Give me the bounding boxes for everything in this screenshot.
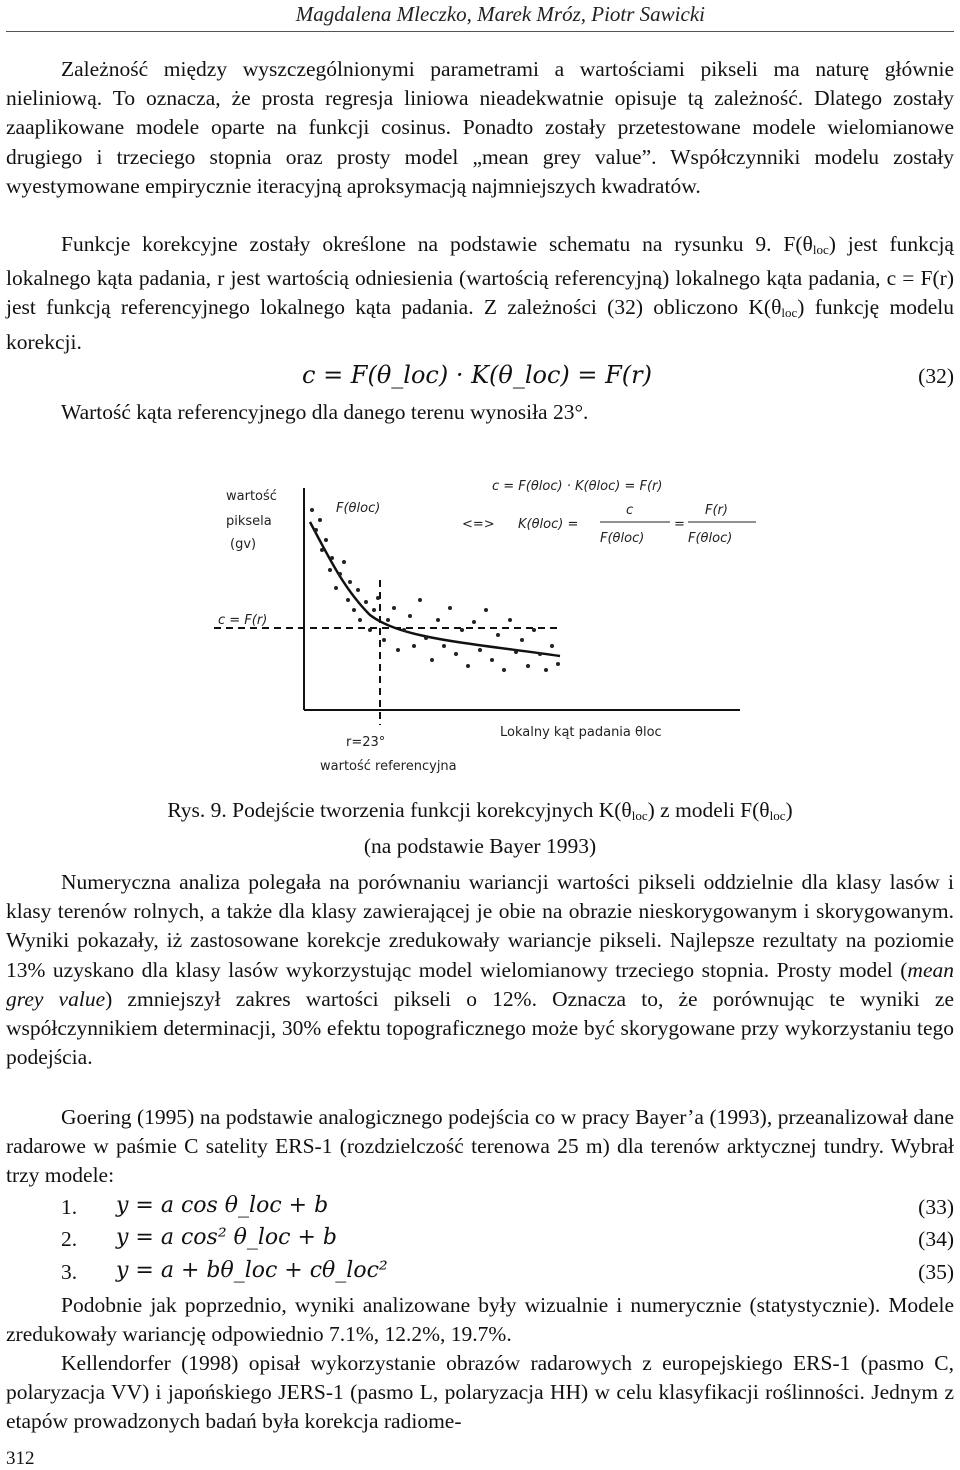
fraction-2-denominator: F(θloc)	[688, 531, 733, 546]
model-3-formula: y = a + bθ_loc + cθ_loc²	[116, 1258, 388, 1283]
fraction-1-numerator: c	[626, 503, 634, 518]
r-label: r=23°	[346, 735, 386, 750]
figure-9	[200, 470, 760, 780]
model-1: 1. y = a cos θ_loc + b (33)	[61, 1193, 954, 1219]
curve-label: F(θloc)	[336, 501, 381, 516]
equation-32	[6, 361, 954, 396]
paragraph-5: Goering (1995) na podstawie analogicznego podejścia co w pracy Bayer’a (1993), przeanalizował dane radarowe w paśmie C satelity ERS-1 (rozdzielczość terenowa 25 m) dla terenów arktycznej tundry. Wybrał trzy modele:	[6, 1105, 954, 1188]
model-3: 3. y = a + bθ_loc + cθ_loc² (35)	[61, 1258, 954, 1284]
paragraph-4: Numeryczna analiza polegała na porównaniu wariancji wartości pikseli oddzielnie dla klasy lasów i klasy terenów rolnych, a także dla klasy zawierającej je obie na obrazie nieskorygowanym i skorygowanym. Wyniki pokazały, iż zastosowane korekcje zredukowały wariancje pikseli. Najlepsze rezultaty na poziomie 13% uzyskano dla klasy lasów wykorzystując model wielomianowy trzeciego stopnia. Prosty model (mean grey value) zmniejszył zakres wartości pikseli o 12%. Oznacza to, że porównując te wyniki ze współczynnikiem determinacji, 30% efektu topograficznego może być skorygowane przy wykorzystaniu tego podejścia.	[6, 870, 954, 1070]
running-header: Magdalena Mleczko, Marek Mróz, Piotr Sawicki	[295, 2, 705, 26]
fraction-1-denominator: F(θloc)	[600, 531, 645, 546]
paragraph-2: Funkcje korekcyjne zostały określone na podstawie schematu na rysunku 9. $F(\theta_{loc})$ jest funkcją lokalnego kąta padania, r jest wartością odniesienia (wartością referencyjną) lokalnego kąta padania, c = F(r) jest funkcją referencyjnego lokalnego kąta padania. Z zależności (32) obliczono $K(\theta_{loc})$ funkcję modelu korekcji.	[6, 232, 954, 354]
ylabel-line-1: wartość	[226, 489, 277, 504]
caption-line-1: Rys. 9. Podejście tworzenia funkcji korekcyjnych $K(\theta_{loc})$ z modeli $F(\theta_{loc})$	[167, 798, 793, 823]
model-curve	[310, 522, 560, 656]
page-number: 312	[6, 1448, 35, 1469]
equation-arrow: <=>	[462, 517, 495, 532]
equation-32-number: (32)	[918, 364, 954, 388]
x-axis-label: Lokalny kąt padania θloc	[500, 725, 662, 740]
caption-line-2: (na podstawie Bayer 1993)	[363, 834, 597, 858]
paragraph-3: Wartość kąta referencyjnego dla danego terenu wynosiła 23°.	[61, 400, 589, 424]
equation-mid: =	[674, 517, 685, 532]
paragraph-7: Kellendorfer (1998) opisał wykorzystanie obrazów radarowych z europejskiego ERS-1 (pasmo C, polaryzacja VV) i japońskiego JERS-1 (pasmo L, polaryzacja HH) w celu klasyfikacji roślinności. Jednym z etapów prowadzonych badań była korekcja radiome-	[6, 1351, 954, 1434]
equation-32-formula: c = F(θ_loc) · K(θ_loc) = F(r)	[302, 361, 652, 389]
equation-k: K(θloc) =	[518, 517, 579, 532]
equation-top: c = F(θloc) · K(θloc) = F(r)	[492, 479, 663, 494]
ylabel-line-3: (gv)	[230, 537, 257, 552]
model-1-formula: y = a cos θ_loc + b	[116, 1193, 329, 1218]
paragraph-1: Zależność między wyszczególnionymi parametrami a wartościami pikseli ma naturę głównie nieliniową. To oznacza, że prosta regresja liniowa nieadekwatnie opisuje tą zależność. Dlatego zostały zaaplikowane modele oparte na funkcji cosinus. Ponadto zostały przetestowane modele wielomianowe drugiego i trzeciego stopnia oraz prosty model „mean grey value”. Współczynniki modelu zostały wyestymowane empirycznie iteracyjną aproksymacją najmniejszych kwadratów.	[6, 57, 954, 198]
header-rule	[6, 31, 954, 32]
model-2: 2. y = a cos² θ_loc + b (34)	[61, 1225, 954, 1251]
data-points	[310, 508, 560, 672]
paragraph-6: Podobnie jak poprzednio, wyniki analizowane były wizualnie i numerycznie (statystycznie). Modele zredukowały wariancję odpowiednio 7.1%, 12.2%, 19.7%.	[6, 1293, 954, 1347]
fraction-2-numerator: F(r)	[705, 503, 728, 518]
reference-label: wartość referencyjna	[320, 759, 457, 774]
ylabel-line-2: piksela	[226, 514, 272, 529]
c-label: c = F(r)	[218, 613, 268, 628]
model-2-formula: y = a cos² θ_loc + b	[116, 1225, 337, 1250]
figure-caption	[6, 795, 954, 861]
